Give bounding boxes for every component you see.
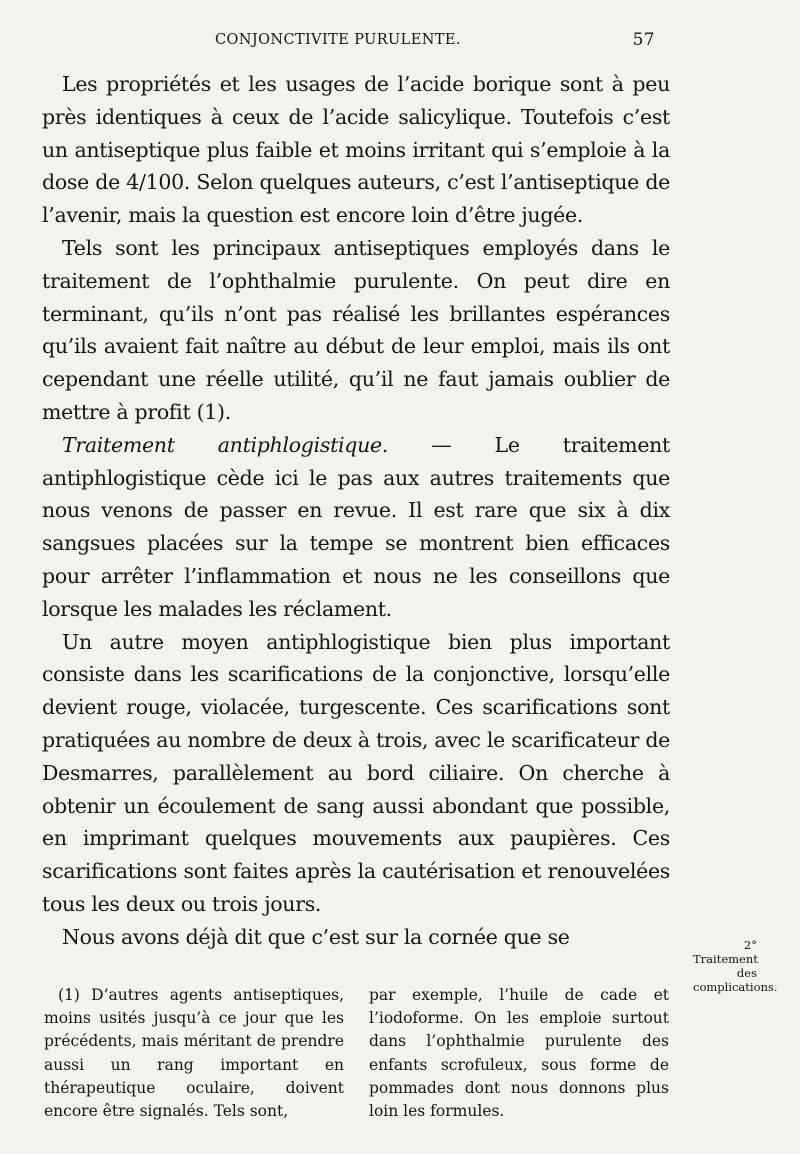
footnote-text-right: par exemple, l’huile de cade et l’iodoforme. On les emploie surtout dans l’ophthalmie purulente des enfants scrofuleux, sous forme de pommades dont nous donnons plus loin les formules. (369, 986, 669, 1121)
running-header (215, 32, 655, 56)
paragraph-antiphlogistic (42, 429, 670, 626)
paragraph-antiphlogistic-text: — Le traitement antiphlogistique cède ici le pas aux autres traitements que nous venons de passer en revue. Il est rare que six à dix sangsues placées sur la tempe se montrent bien efficaces pour arrêter l’inflammation et nous ne les conseillons que lorsque les malades les réclament. (42, 432, 670, 621)
footnote-text-left: (1) D’autres agents antiseptiques, moins usités jusqu’à ce jour que les précédents, mais méritant de prendre aussi un rang important en thérapeutique oculaire, doivent encore être signalés. Tels sont, (44, 986, 344, 1121)
margin-note: 2° Traitement des complications. (693, 938, 778, 994)
page-number: 57 (632, 30, 655, 50)
paragraph-boric-acid: Les propriétés et les usages de l’acide borique sont à peu près identiques à ceux de l’acide salicylique. Toutefois c’est un antiseptique plus faible et moins irritant qui s’emploie à la dose de 4/100. Selon quelques auteurs, c’est l’antiseptique de l’avenir, mais la question est encore loin d’être jugée. (42, 72, 670, 228)
paragraph-antiseptics-summary: Tels sont les principaux antiseptiques employés dans le traitement de l’ophthalmie purulente. On peut dire en terminant, qu’ils n’ont pas réalisé les brillantes espérances qu’ils avaient fait naître au début de leur emploi, mais ils ont cependant une réelle utilité, qu’il ne faut jamais oublier de mettre à profit (1). (42, 235, 670, 424)
footnote-column-left (44, 984, 344, 1123)
running-title: CONJONCTIVITE PURULENTE. (215, 32, 461, 48)
paragraph-scarifications: Un autre moyen antiphlogistique bien plus important consiste dans les scarifications de la conjonctive, lorsqu’elle devient rouge, violacée, turgescente. Ces scarifications sont pratiquées au nombre de deux à trois, avec le scarificateur de Desmarres, parallèlement au bord ciliaire. On cherche à obtenir un écoulement de sang aussi abondant que possible, en imprimant quelques mouvements aux paupières. Ces scarifications sont faites après la cautérisation et renouvelées tous les deux ou trois jours. (42, 629, 670, 916)
main-text (42, 68, 670, 954)
footnote-column-right (369, 984, 669, 1123)
section-heading-antiphlogistic: Traitement antiphlogistique. (62, 432, 389, 457)
paragraph-cornea: Nous avons déjà dit que c’est sur la cornée que se (62, 924, 570, 949)
